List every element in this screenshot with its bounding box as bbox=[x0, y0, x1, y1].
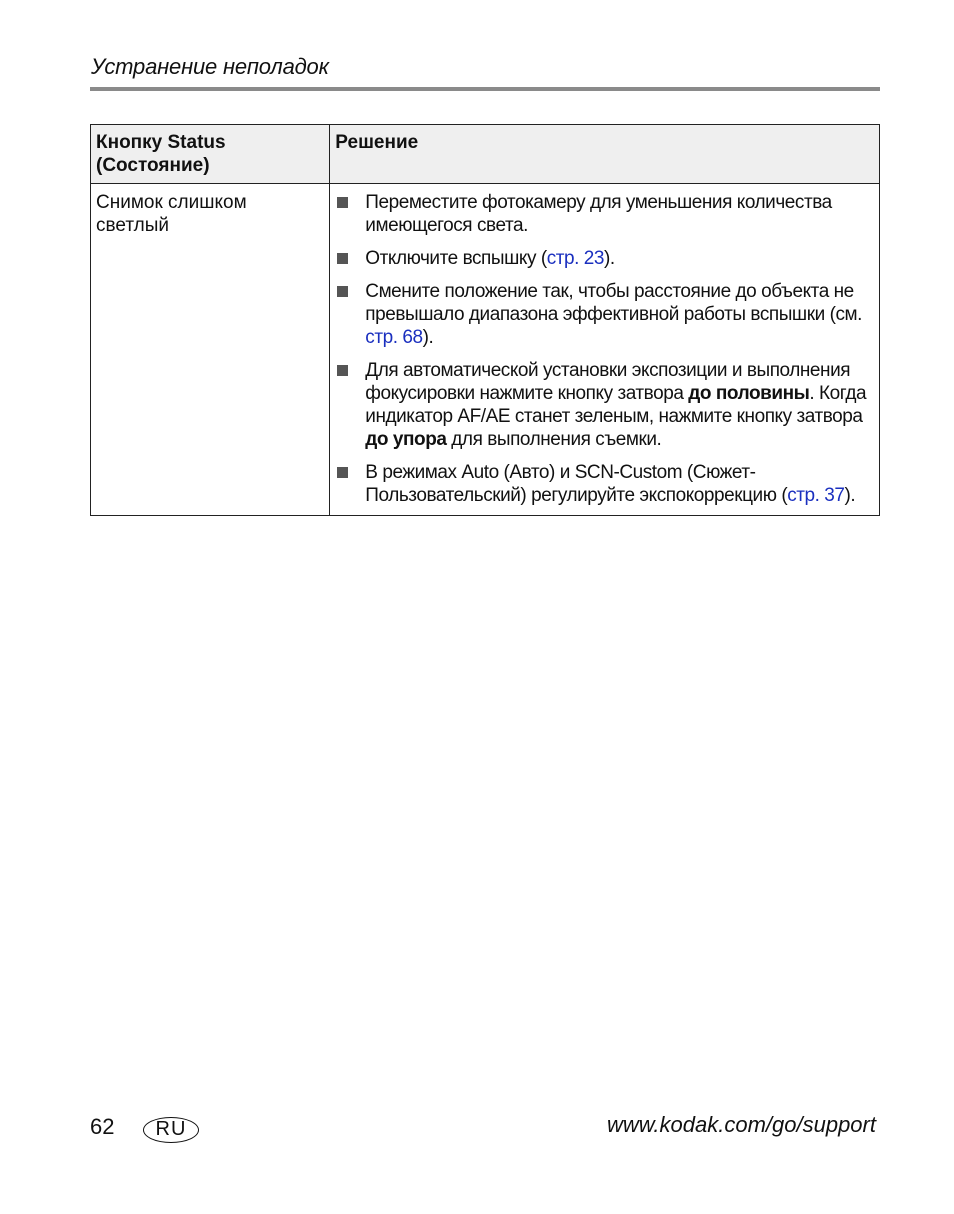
table-row bbox=[91, 184, 880, 516]
square-bullet-icon bbox=[337, 467, 348, 478]
solution-item bbox=[335, 461, 871, 507]
page-reference-link[interactable]: стр. 68 bbox=[365, 327, 423, 348]
solution-item bbox=[335, 359, 871, 451]
solution-text: В режимах Auto (Авто) и SCN-Custom (Сюжет-Пользовательский) регулируйте экспокоррекцию ( bbox=[365, 462, 788, 506]
solution-text: ). bbox=[422, 327, 434, 348]
solution-cell bbox=[330, 184, 880, 516]
solution-item bbox=[335, 247, 871, 270]
solution-text: для выполнения съемки. bbox=[446, 429, 662, 450]
square-bullet-icon bbox=[337, 365, 348, 376]
emphasis-text: до упора bbox=[365, 429, 447, 450]
solution-text: ). bbox=[844, 485, 856, 506]
solution-text: Переместите фотокамеру для уменьшения количества имеющегося света. bbox=[365, 192, 832, 236]
solution-item bbox=[335, 280, 871, 349]
language-badge: RU bbox=[143, 1117, 199, 1143]
solution-text: Смените положение так, чтобы расстояние до объекта не превышало диапазона эффективной работы вспышки (см. bbox=[365, 281, 862, 325]
solution-text: Для автоматической установки экспозиции и выполнения фокусировки нажмите кнопку затвора bbox=[365, 360, 851, 404]
table-header-row bbox=[91, 125, 880, 184]
page-number: 62 bbox=[90, 1114, 115, 1139]
square-bullet-icon bbox=[337, 286, 348, 297]
page-reference-link[interactable]: стр. 23 bbox=[546, 248, 605, 269]
header-divider bbox=[90, 87, 880, 91]
page-header-title: Устранение неполадок bbox=[91, 54, 329, 79]
solution-list bbox=[335, 191, 871, 507]
solution-text: Отключите вспышку ( bbox=[365, 248, 547, 269]
solution-text: ). bbox=[604, 248, 615, 269]
solution-text: . Когда индикатор AF/AE станет зеленым, нажмите кнопку затвора bbox=[365, 383, 867, 427]
emphasis-text: до половины bbox=[688, 383, 810, 404]
solution-item bbox=[335, 191, 871, 237]
column-header-solution: Решение bbox=[330, 125, 880, 184]
column-header-status: Кнопку Status (Состояние) bbox=[91, 125, 330, 184]
page-reference-link[interactable]: стр. 37 bbox=[787, 485, 845, 506]
support-url[interactable]: www.kodak.com/go/support bbox=[606, 1112, 876, 1137]
troubleshooting-table bbox=[90, 124, 880, 516]
square-bullet-icon bbox=[337, 197, 348, 208]
square-bullet-icon bbox=[337, 253, 348, 264]
status-cell: Снимок слишком светлый bbox=[91, 184, 330, 516]
